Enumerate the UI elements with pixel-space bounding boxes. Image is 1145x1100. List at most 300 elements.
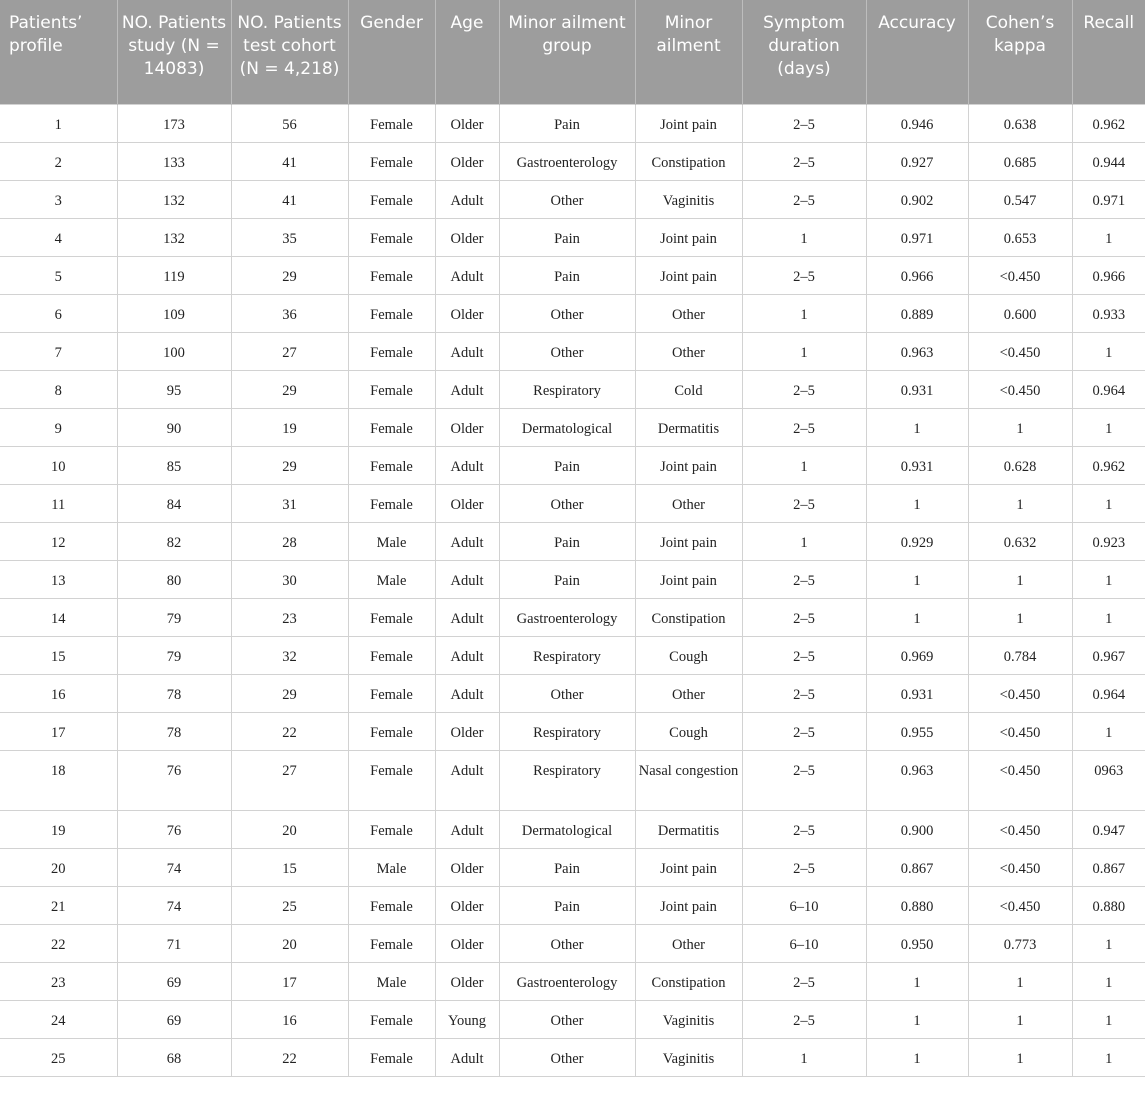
- cell-gender: Male: [348, 848, 435, 886]
- cell-recall: 1: [1072, 1038, 1145, 1076]
- cell-test-cohort-count: 19: [231, 408, 348, 446]
- cell-accuracy: 1: [866, 408, 968, 446]
- cell-ailment-group: Other: [499, 1000, 635, 1038]
- cell-gender: Female: [348, 370, 435, 408]
- cell-test-cohort-count: 29: [231, 370, 348, 408]
- cell-recall: 1: [1072, 332, 1145, 370]
- cell-study-count: 85: [117, 446, 231, 484]
- cell-cohens-kappa: 0.628: [968, 446, 1072, 484]
- cell-symptom-duration: 2–5: [742, 370, 866, 408]
- cell-profile: 7: [0, 332, 117, 370]
- cell-recall: 1: [1072, 408, 1145, 446]
- cell-ailment: Cold: [635, 370, 742, 408]
- table-row: [0, 1038, 1145, 1076]
- cell-test-cohort-count: 31: [231, 484, 348, 522]
- cell-recall: 0.964: [1072, 674, 1145, 712]
- table-row: [0, 408, 1145, 446]
- cell-cohens-kappa: <0.450: [968, 848, 1072, 886]
- cell-ailment-group: Pain: [499, 560, 635, 598]
- cell-accuracy: 0.950: [866, 924, 968, 962]
- cell-accuracy: 0.946: [866, 104, 968, 142]
- cell-cohens-kappa: 0.784: [968, 636, 1072, 674]
- table-row: [0, 712, 1145, 750]
- cell-test-cohort-count: 28: [231, 522, 348, 560]
- cell-ailment-group: Other: [499, 674, 635, 712]
- cell-ailment-group: Respiratory: [499, 636, 635, 674]
- cell-ailment-group: Pain: [499, 446, 635, 484]
- cell-accuracy: 1: [866, 598, 968, 636]
- cell-age: Older: [435, 104, 499, 142]
- cell-age: Adult: [435, 598, 499, 636]
- cell-test-cohort-count: 35: [231, 218, 348, 256]
- table-row: [0, 142, 1145, 180]
- table-row: [0, 104, 1145, 142]
- cell-cohens-kappa: 1: [968, 598, 1072, 636]
- cell-gender: Female: [348, 180, 435, 218]
- cell-ailment-group: Respiratory: [499, 370, 635, 408]
- cell-ailment: Constipation: [635, 142, 742, 180]
- cell-recall: 0.933: [1072, 294, 1145, 332]
- cell-ailment: Cough: [635, 712, 742, 750]
- cell-test-cohort-count: 20: [231, 810, 348, 848]
- cell-cohens-kappa: 1: [968, 962, 1072, 1000]
- cell-accuracy: 0.900: [866, 810, 968, 848]
- cell-symptom-duration: 2–5: [742, 408, 866, 446]
- cell-gender: Female: [348, 142, 435, 180]
- cell-accuracy: 1: [866, 484, 968, 522]
- cell-age: Adult: [435, 370, 499, 408]
- table-row: [0, 924, 1145, 962]
- cell-ailment: Other: [635, 294, 742, 332]
- cell-accuracy: 1: [866, 560, 968, 598]
- cell-profile: 8: [0, 370, 117, 408]
- cell-profile: 6: [0, 294, 117, 332]
- cell-symptom-duration: 1: [742, 332, 866, 370]
- cell-ailment: Nasal congestion: [635, 750, 742, 810]
- cell-symptom-duration: 2–5: [742, 484, 866, 522]
- cell-gender: Female: [348, 408, 435, 446]
- cell-accuracy: 1: [866, 1000, 968, 1038]
- cell-ailment-group: Pain: [499, 104, 635, 142]
- cell-ailment-group: Gastroenterology: [499, 962, 635, 1000]
- cell-ailment: Joint pain: [635, 522, 742, 560]
- cell-symptom-duration: 2–5: [742, 256, 866, 294]
- cell-ailment: Vaginitis: [635, 180, 742, 218]
- cell-recall: 1: [1072, 598, 1145, 636]
- cell-ailment-group: Pain: [499, 886, 635, 924]
- cell-age: Adult: [435, 1038, 499, 1076]
- cell-cohens-kappa: <0.450: [968, 256, 1072, 294]
- header-accuracy: Accuracy: [866, 0, 968, 104]
- cell-profile: 25: [0, 1038, 117, 1076]
- cell-accuracy: 0.867: [866, 848, 968, 886]
- cell-age: Older: [435, 712, 499, 750]
- cell-ailment: Joint pain: [635, 446, 742, 484]
- cell-profile: 12: [0, 522, 117, 560]
- cell-accuracy: 0.931: [866, 446, 968, 484]
- header-minor-ailment: Minor ailment: [635, 0, 742, 104]
- cell-profile: 23: [0, 962, 117, 1000]
- cell-profile: 22: [0, 924, 117, 962]
- cell-recall: 0.923: [1072, 522, 1145, 560]
- cell-cohens-kappa: <0.450: [968, 712, 1072, 750]
- cell-ailment: Cough: [635, 636, 742, 674]
- cell-cohens-kappa: 0.600: [968, 294, 1072, 332]
- cell-cohens-kappa: 1: [968, 408, 1072, 446]
- cell-recall: 0.967: [1072, 636, 1145, 674]
- table-row: [0, 810, 1145, 848]
- cell-study-count: 76: [117, 810, 231, 848]
- cell-ailment: Joint pain: [635, 886, 742, 924]
- header-no-patients-study: NO. Patients study (N = 14083): [117, 0, 231, 104]
- cell-ailment: Joint pain: [635, 560, 742, 598]
- cell-ailment: Vaginitis: [635, 1000, 742, 1038]
- cell-symptom-duration: 1: [742, 218, 866, 256]
- cell-profile: 1: [0, 104, 117, 142]
- cell-profile: 15: [0, 636, 117, 674]
- cell-cohens-kappa: 0.653: [968, 218, 1072, 256]
- cell-recall: 0.962: [1072, 104, 1145, 142]
- cell-age: Adult: [435, 560, 499, 598]
- cell-cohens-kappa: 1: [968, 560, 1072, 598]
- cell-study-count: 74: [117, 886, 231, 924]
- cell-accuracy: 0.902: [866, 180, 968, 218]
- table-body: [0, 104, 1145, 1076]
- cell-ailment: Dermatitis: [635, 810, 742, 848]
- cell-accuracy: 0.931: [866, 674, 968, 712]
- cell-gender: Female: [348, 636, 435, 674]
- cell-cohens-kappa: 0.638: [968, 104, 1072, 142]
- cell-gender: Female: [348, 886, 435, 924]
- cell-study-count: 119: [117, 256, 231, 294]
- table-row: [0, 848, 1145, 886]
- cell-ailment-group: Other: [499, 1038, 635, 1076]
- cell-age: Older: [435, 294, 499, 332]
- cell-accuracy: 1: [866, 962, 968, 1000]
- cell-age: Adult: [435, 332, 499, 370]
- table-row: [0, 370, 1145, 408]
- cell-accuracy: 0.929: [866, 522, 968, 560]
- cell-symptom-duration: 2–5: [742, 104, 866, 142]
- cell-study-count: 69: [117, 962, 231, 1000]
- cell-test-cohort-count: 23: [231, 598, 348, 636]
- cell-age: Adult: [435, 446, 499, 484]
- cell-test-cohort-count: 22: [231, 1038, 348, 1076]
- cell-symptom-duration: 1: [742, 1038, 866, 1076]
- cell-gender: Female: [348, 712, 435, 750]
- header-recall: Recall: [1072, 0, 1145, 104]
- cell-age: Adult: [435, 180, 499, 218]
- cell-gender: Female: [348, 750, 435, 810]
- cell-test-cohort-count: 30: [231, 560, 348, 598]
- cell-test-cohort-count: 41: [231, 142, 348, 180]
- cell-accuracy: 0.963: [866, 750, 968, 810]
- cell-age: Adult: [435, 256, 499, 294]
- cell-test-cohort-count: 36: [231, 294, 348, 332]
- cell-test-cohort-count: 15: [231, 848, 348, 886]
- table-row: [0, 218, 1145, 256]
- cell-profile: 13: [0, 560, 117, 598]
- cell-study-count: 173: [117, 104, 231, 142]
- cell-test-cohort-count: 27: [231, 332, 348, 370]
- cell-age: Adult: [435, 636, 499, 674]
- cell-symptom-duration: 6–10: [742, 924, 866, 962]
- cell-ailment: Dermatitis: [635, 408, 742, 446]
- cell-symptom-duration: 2–5: [742, 598, 866, 636]
- cell-ailment-group: Other: [499, 484, 635, 522]
- cell-study-count: 69: [117, 1000, 231, 1038]
- cell-study-count: 132: [117, 218, 231, 256]
- cell-recall: 1: [1072, 712, 1145, 750]
- cell-gender: Male: [348, 522, 435, 560]
- cell-gender: Female: [348, 810, 435, 848]
- cell-gender: Female: [348, 332, 435, 370]
- table-row: [0, 180, 1145, 218]
- cell-age: Older: [435, 962, 499, 1000]
- cell-study-count: 82: [117, 522, 231, 560]
- cell-accuracy: 0.880: [866, 886, 968, 924]
- cell-symptom-duration: 1: [742, 294, 866, 332]
- cell-gender: Female: [348, 598, 435, 636]
- header-row: [0, 0, 1145, 104]
- cell-gender: Female: [348, 1000, 435, 1038]
- cell-cohens-kappa: <0.450: [968, 332, 1072, 370]
- cell-ailment-group: Pain: [499, 522, 635, 560]
- cell-recall: 0.947: [1072, 810, 1145, 848]
- cell-study-count: 74: [117, 848, 231, 886]
- table-row: [0, 674, 1145, 712]
- cell-age: Older: [435, 218, 499, 256]
- cell-ailment-group: Pain: [499, 848, 635, 886]
- cell-age: Adult: [435, 810, 499, 848]
- table-header: [0, 0, 1145, 104]
- cell-symptom-duration: 2–5: [742, 142, 866, 180]
- cell-profile: 10: [0, 446, 117, 484]
- cell-accuracy: 0.931: [866, 370, 968, 408]
- cell-ailment-group: Gastroenterology: [499, 598, 635, 636]
- cell-recall: 0963: [1072, 750, 1145, 810]
- cell-profile: 5: [0, 256, 117, 294]
- cell-age: Older: [435, 142, 499, 180]
- cell-recall: 1: [1072, 924, 1145, 962]
- cell-test-cohort-count: 16: [231, 1000, 348, 1038]
- cell-ailment-group: Pain: [499, 256, 635, 294]
- cell-study-count: 80: [117, 560, 231, 598]
- cell-test-cohort-count: 29: [231, 256, 348, 294]
- cell-ailment-group: Respiratory: [499, 750, 635, 810]
- cell-accuracy: 0.971: [866, 218, 968, 256]
- cell-gender: Female: [348, 446, 435, 484]
- cell-ailment-group: Respiratory: [499, 712, 635, 750]
- cell-symptom-duration: 2–5: [742, 636, 866, 674]
- cell-accuracy: 0.966: [866, 256, 968, 294]
- cell-gender: Female: [348, 218, 435, 256]
- cell-study-count: 100: [117, 332, 231, 370]
- cell-recall: 0.867: [1072, 848, 1145, 886]
- cell-test-cohort-count: 27: [231, 750, 348, 810]
- cell-cohens-kappa: 0.632: [968, 522, 1072, 560]
- cell-ailment: Other: [635, 924, 742, 962]
- cell-profile: 17: [0, 712, 117, 750]
- cell-recall: 1: [1072, 484, 1145, 522]
- table-row: [0, 598, 1145, 636]
- cell-accuracy: 0.889: [866, 294, 968, 332]
- cell-age: Older: [435, 408, 499, 446]
- cell-symptom-duration: 1: [742, 446, 866, 484]
- cell-gender: Female: [348, 104, 435, 142]
- cell-age: Adult: [435, 750, 499, 810]
- cell-symptom-duration: 2–5: [742, 674, 866, 712]
- cell-study-count: 90: [117, 408, 231, 446]
- cell-test-cohort-count: 32: [231, 636, 348, 674]
- cell-ailment-group: Other: [499, 924, 635, 962]
- header-cohens-kappa: Cohen’s kappa: [968, 0, 1072, 104]
- cell-recall: 1: [1072, 962, 1145, 1000]
- cell-ailment: Joint pain: [635, 256, 742, 294]
- table-row: [0, 256, 1145, 294]
- cell-gender: Female: [348, 294, 435, 332]
- header-age: Age: [435, 0, 499, 104]
- cell-ailment: Vaginitis: [635, 1038, 742, 1076]
- cell-cohens-kappa: 1: [968, 1038, 1072, 1076]
- cell-recall: 0.962: [1072, 446, 1145, 484]
- cell-ailment: Joint pain: [635, 218, 742, 256]
- cell-study-count: 78: [117, 674, 231, 712]
- cell-profile: 14: [0, 598, 117, 636]
- cell-gender: Female: [348, 924, 435, 962]
- cell-cohens-kappa: 1: [968, 484, 1072, 522]
- cell-test-cohort-count: 56: [231, 104, 348, 142]
- cell-gender: Female: [348, 484, 435, 522]
- cell-cohens-kappa: 0.685: [968, 142, 1072, 180]
- cell-ailment-group: Other: [499, 294, 635, 332]
- table-row: [0, 294, 1145, 332]
- cell-study-count: 71: [117, 924, 231, 962]
- cell-cohens-kappa: 0.547: [968, 180, 1072, 218]
- cell-ailment-group: Dermatological: [499, 408, 635, 446]
- cell-study-count: 76: [117, 750, 231, 810]
- cell-study-count: 84: [117, 484, 231, 522]
- cell-symptom-duration: 2–5: [742, 810, 866, 848]
- cell-recall: 0.966: [1072, 256, 1145, 294]
- cell-cohens-kappa: <0.450: [968, 370, 1072, 408]
- cell-recall: 0.944: [1072, 142, 1145, 180]
- cell-cohens-kappa: 1: [968, 1000, 1072, 1038]
- cell-ailment-group: Pain: [499, 218, 635, 256]
- cell-profile: 3: [0, 180, 117, 218]
- cell-profile: 18: [0, 750, 117, 810]
- cell-ailment-group: Other: [499, 332, 635, 370]
- cell-gender: Male: [348, 962, 435, 1000]
- cell-gender: Female: [348, 674, 435, 712]
- header-patients-profile: Patients’ profile: [0, 0, 117, 104]
- cell-profile: 21: [0, 886, 117, 924]
- table-row: [0, 1000, 1145, 1038]
- cell-recall: 1: [1072, 560, 1145, 598]
- cell-study-count: 133: [117, 142, 231, 180]
- cell-ailment-group: Other: [499, 180, 635, 218]
- table-row: [0, 484, 1145, 522]
- header-no-patients-test-cohort: NO. Patients test cohort (N = 4,218): [231, 0, 348, 104]
- cell-cohens-kappa: <0.450: [968, 674, 1072, 712]
- cell-age: Young: [435, 1000, 499, 1038]
- cell-cohens-kappa: 0.773: [968, 924, 1072, 962]
- table-row: [0, 560, 1145, 598]
- cell-age: Adult: [435, 522, 499, 560]
- cell-age: Adult: [435, 674, 499, 712]
- cell-recall: 0.880: [1072, 886, 1145, 924]
- cell-cohens-kappa: <0.450: [968, 810, 1072, 848]
- table-row: [0, 636, 1145, 674]
- header-minor-ailment-group: Minor ailment group: [499, 0, 635, 104]
- cell-symptom-duration: 2–5: [742, 962, 866, 1000]
- cell-symptom-duration: 2–5: [742, 848, 866, 886]
- cell-test-cohort-count: 29: [231, 446, 348, 484]
- header-gender: Gender: [348, 0, 435, 104]
- cell-accuracy: 0.927: [866, 142, 968, 180]
- cell-gender: Female: [348, 256, 435, 294]
- cell-recall: 1: [1072, 1000, 1145, 1038]
- table-row: [0, 886, 1145, 924]
- cell-gender: Male: [348, 560, 435, 598]
- cell-ailment: Constipation: [635, 598, 742, 636]
- cell-ailment: Joint pain: [635, 104, 742, 142]
- cell-study-count: 109: [117, 294, 231, 332]
- cell-profile: 20: [0, 848, 117, 886]
- cell-test-cohort-count: 20: [231, 924, 348, 962]
- cell-accuracy: 0.963: [866, 332, 968, 370]
- cell-age: Older: [435, 924, 499, 962]
- cell-study-count: 79: [117, 598, 231, 636]
- cell-symptom-duration: 2–5: [742, 1000, 866, 1038]
- cell-symptom-duration: 1: [742, 522, 866, 560]
- cell-symptom-duration: 2–5: [742, 180, 866, 218]
- cell-profile: 2: [0, 142, 117, 180]
- cell-ailment: Other: [635, 674, 742, 712]
- cell-test-cohort-count: 22: [231, 712, 348, 750]
- cell-age: Older: [435, 848, 499, 886]
- cell-test-cohort-count: 25: [231, 886, 348, 924]
- cell-gender: Female: [348, 1038, 435, 1076]
- cell-ailment: Other: [635, 484, 742, 522]
- cell-profile: 4: [0, 218, 117, 256]
- cell-recall: 1: [1072, 218, 1145, 256]
- cell-ailment-group: Dermatological: [499, 810, 635, 848]
- cell-ailment: Constipation: [635, 962, 742, 1000]
- cell-study-count: 68: [117, 1038, 231, 1076]
- cell-accuracy: 1: [866, 1038, 968, 1076]
- cell-study-count: 132: [117, 180, 231, 218]
- cell-cohens-kappa: <0.450: [968, 886, 1072, 924]
- cell-profile: 24: [0, 1000, 117, 1038]
- cell-ailment: Other: [635, 332, 742, 370]
- cell-symptom-duration: 6–10: [742, 886, 866, 924]
- cell-age: Older: [435, 886, 499, 924]
- cell-study-count: 79: [117, 636, 231, 674]
- table-row: [0, 332, 1145, 370]
- table-row: [0, 962, 1145, 1000]
- cell-symptom-duration: 2–5: [742, 750, 866, 810]
- cell-study-count: 95: [117, 370, 231, 408]
- cell-profile: 16: [0, 674, 117, 712]
- cell-age: Older: [435, 484, 499, 522]
- table-row: [0, 750, 1145, 810]
- cell-accuracy: 0.955: [866, 712, 968, 750]
- cell-recall: 0.964: [1072, 370, 1145, 408]
- cell-symptom-duration: 2–5: [742, 712, 866, 750]
- cell-profile: 11: [0, 484, 117, 522]
- cell-test-cohort-count: 41: [231, 180, 348, 218]
